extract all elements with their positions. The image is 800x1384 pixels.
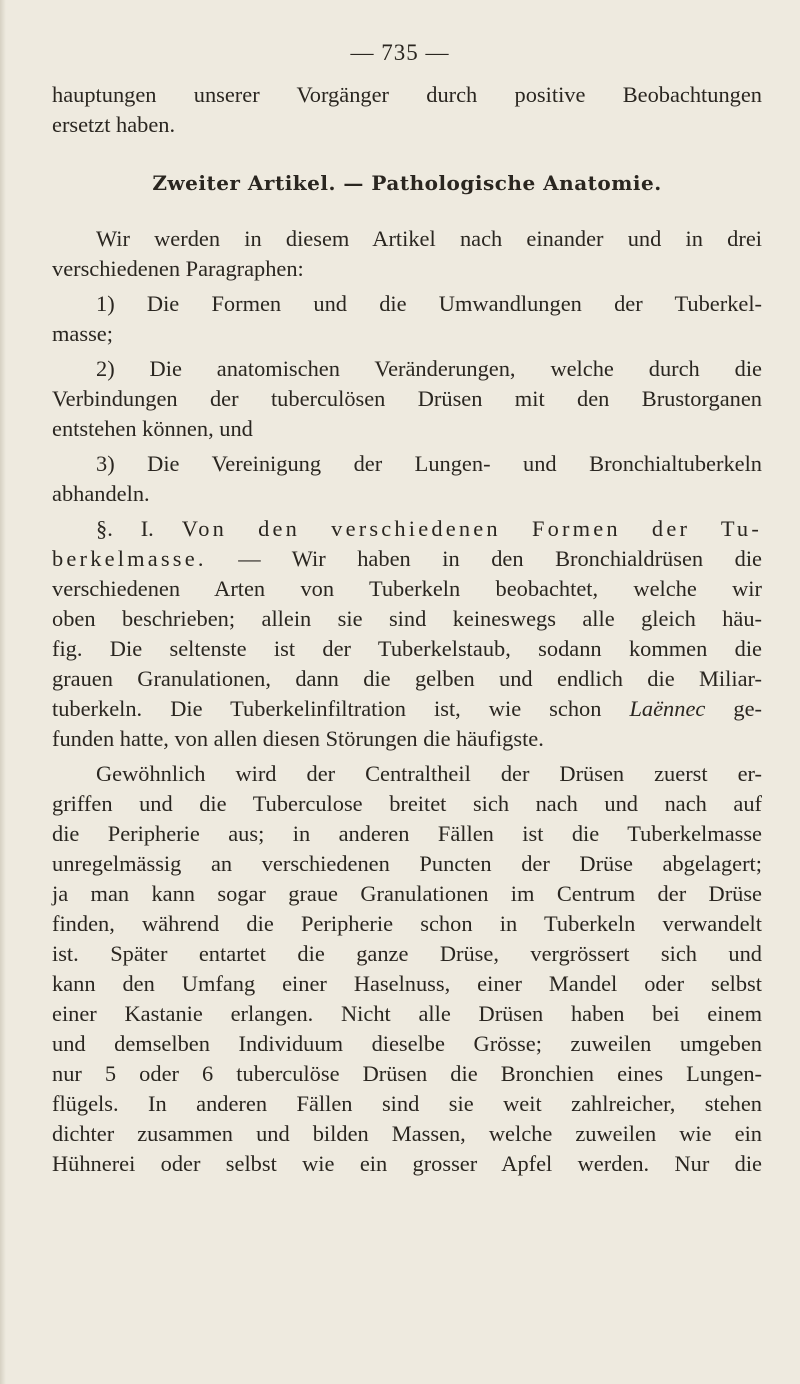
text-line: entstehen können, und [52, 416, 253, 441]
body-text [52, 80, 762, 1179]
text-segment: ge- [733, 696, 762, 721]
text-line: funden hatte, von allen diesen Störungen die häufigste. [52, 726, 544, 751]
text-line: 1) Die Formen und die Umwandlungen der Tuberkel- [96, 291, 762, 316]
list-item-1 [52, 289, 762, 349]
section-paragraph-1 [52, 514, 762, 754]
text-line: ist. Später entartet die ganze Drüse, vergrössert sich und [52, 941, 762, 966]
section-heading: Zweiter Artikel. — Pathologische Anatomie. [152, 171, 662, 195]
text-line: die Peripherie aus; in anderen Fällen ist die Tuberkelmasse [52, 821, 762, 846]
text-line: fig. Die seltenste ist der Tuberkelstaub, sodann kommen die [52, 636, 762, 661]
text-line: abhandeln. [52, 481, 150, 506]
text-line: Wir werden in diesem Artikel nach einander und in drei [96, 226, 762, 251]
section-text: — Wir haben in den Bronchialdrüsen die [238, 546, 762, 571]
text-segment: tuberkeln. Die Tuberkelinfiltration ist, wie schon [52, 696, 602, 721]
text-line: kann den Umfang einer Haselnuss, einer Mandel oder selbst [52, 971, 762, 996]
text-line: 2) Die anatomischen Veränderungen, welche durch die [96, 356, 762, 381]
page-edge-shadow [0, 0, 6, 1384]
text-line: griffen und die Tuberculose breitet sich nach und nach auf [52, 791, 762, 816]
text-line: ja man kann sogar graue Granulationen im Centrum der Drüse [52, 881, 762, 906]
text-line: grauen Granulationen, dann die gelben und endlich die Miliar- [52, 666, 762, 691]
text-line: einer Kastanie erlangen. Nicht alle Drüsen haben bei einem [52, 1001, 762, 1026]
text-line [52, 694, 762, 724]
list-item-3 [52, 449, 762, 509]
text-line: Verbindungen der tuberculösen Drüsen mit den Brustorganen [52, 386, 762, 411]
text-line: Gewöhnlich wird der Centraltheil der Drüsen zuerst er- [96, 761, 762, 786]
section-title-end: berkelmasse. [52, 546, 207, 571]
section-symbol: §. I. [96, 516, 154, 541]
text-line: oben beschrieben; allein sie sind keineswegs alle gleich häu- [52, 606, 762, 631]
text-line: 3) Die Vereinigung der Lungen- und Bronchialtuberkeln [96, 451, 762, 476]
author-name: Laënnec [629, 696, 706, 721]
text-line: hauptungen unserer Vorgänger durch positive Beobachtungen [52, 82, 762, 107]
section-title: Von den verschiedenen Formen der Tu- [181, 516, 762, 541]
text-line: Hühnerei oder selbst wie ein grosser Apfel werden. Nur die [52, 1151, 762, 1176]
section-title-line [52, 514, 762, 544]
text-line: verschiedenen Paragraphen: [52, 256, 304, 281]
paragraph-2 [52, 759, 762, 1179]
text-line: verschiedenen Arten von Tuberkeln beobachtet, welche wir [52, 576, 762, 601]
text-line: ersetzt haben. [52, 112, 176, 137]
text-line: masse; [52, 321, 113, 346]
text-line: und demselben Individuum dieselbe Grösse; zuweilen umgeben [52, 1031, 762, 1056]
section-title-line [52, 544, 762, 574]
text-line: unregelmässig an verschiedenen Puncten der Drüse abgelagert; [52, 851, 762, 876]
list-item-2 [52, 354, 762, 444]
text-line: flügels. In anderen Fällen sind sie weit zahlreicher, stehen [52, 1091, 762, 1116]
text-line: nur 5 oder 6 tuberculöse Drüsen die Bronchien eines Lungen- [52, 1061, 762, 1086]
text-line: finden, während die Peripherie schon in Tuberkeln verwandelt [52, 911, 762, 936]
page-number: — 735 — [350, 40, 450, 65]
text-line: dichter zusammen und bilden Massen, welche zuweilen wie ein [52, 1121, 762, 1146]
